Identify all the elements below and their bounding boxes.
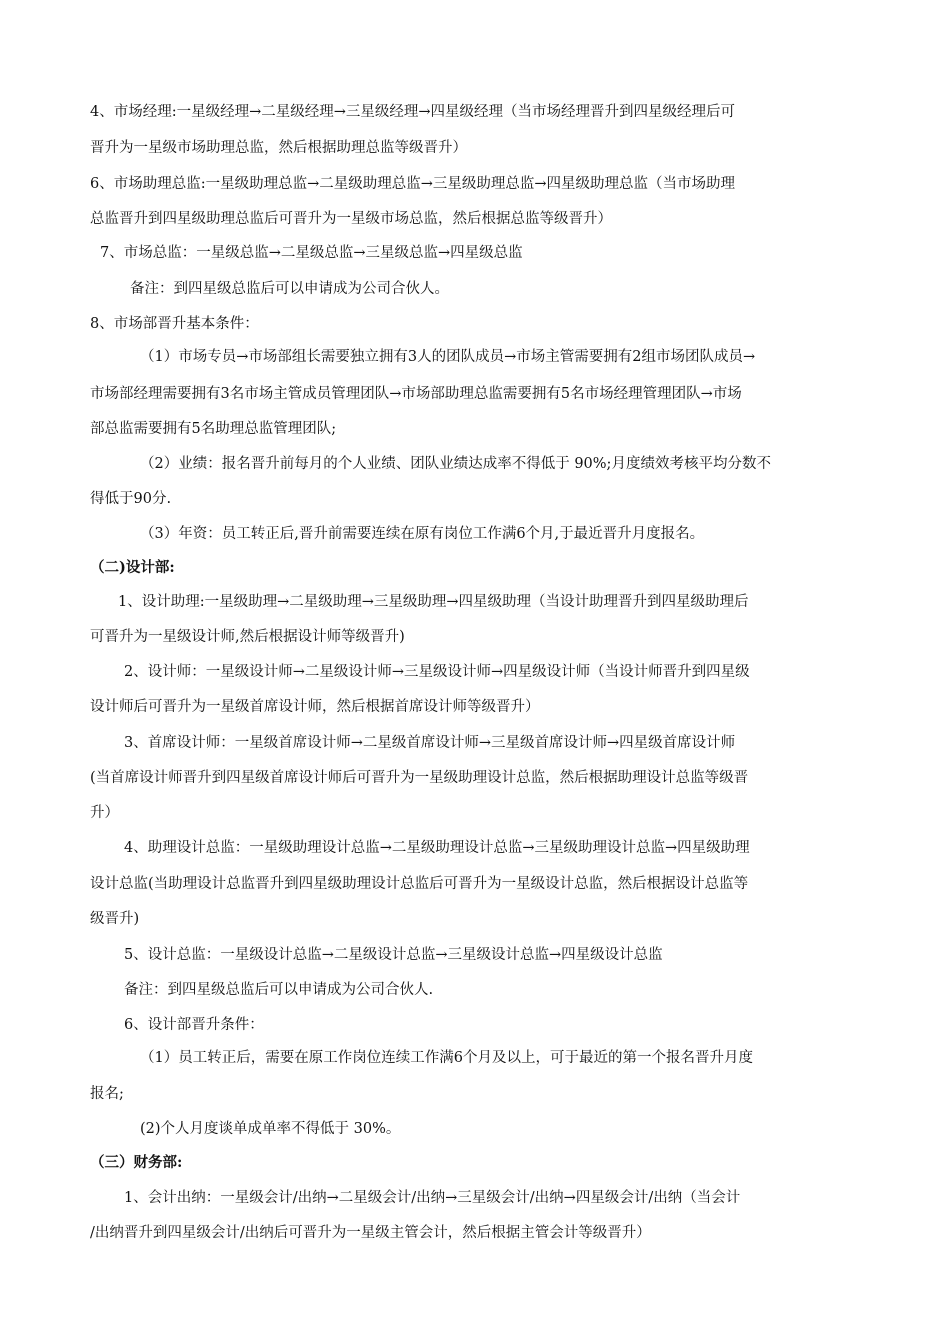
section-heading: （二)设计部: bbox=[90, 559, 175, 576]
text-line: (2)个人月度谈单成单率不得低于 30%。 bbox=[140, 1121, 401, 1137]
text-line: 2、设计师：一星级设计师→二星级设计师→三星级设计师→四星级设计师（当设计师晋升到四星级 bbox=[124, 664, 750, 680]
text-line: 设计总监(当助理设计总监晋升到四星级助理设计总监后可晋升为一星级设计总监，然后根据设计总监等 bbox=[90, 876, 749, 892]
text-line: 可晋升为一星级设计师,然后根据设计师等级晋升) bbox=[90, 629, 405, 645]
text-line: 1、会计出纳：一星级会计/出纳→二星级会计/出纳→三星级会计/出纳→四星级会计/出纳（当会计 bbox=[124, 1190, 741, 1206]
text-line: （1）员工转正后，需要在原工作岗位连续工作满6个月及以上，可于最近的第一个报名晋升月度 bbox=[140, 1050, 753, 1066]
note-line: 备注：到四星级总监后可以申请成为公司合伙人. bbox=[124, 982, 434, 998]
text-line: 1、设计助理:一星级助理→二星级助理→三星级助理→四星级助理（当设计助理晋升到四星级助理后 bbox=[118, 594, 749, 610]
note-line: 备注：到四星级总监后可以申请成为公司合伙人。 bbox=[130, 281, 449, 297]
text-line: （1）市场专员→市场部组长需要独立拥有3人的团队成员→市场主管需要拥有2组市场团队成员→ bbox=[140, 349, 756, 365]
text-line: 总监晋升到四星级助理总监后可晋升为一星级市场总监，然后根据总监等级晋升） bbox=[90, 211, 612, 227]
text-line: 报名; bbox=[90, 1086, 124, 1102]
text-line: 5、设计总监：一星级设计总监→二星级设计总监→三星级设计总监→四星级设计总监 bbox=[124, 947, 663, 963]
text-line: （3）年资：员工转正后,晋升前需要连续在原有岗位工作满6个月,于最近晋升月度报名。 bbox=[140, 526, 705, 542]
text-line: 7、市场总监：一星级总监→二星级总监→三星级总监→四星级总监 bbox=[100, 245, 523, 261]
text-line: (当首席设计师晋升到四星级首席设计师后可晋升为一星级助理设计总监，然后根据助理设计总监等级晋 bbox=[90, 770, 749, 786]
text-line: 8、市场部晋升基本条件： bbox=[90, 316, 259, 332]
text-line: 晋升为一星级市场助理总监，然后根据助理总监等级晋升） bbox=[90, 140, 467, 156]
text-line: 级晋升) bbox=[90, 911, 140, 927]
text-line: 得低于90分. bbox=[90, 491, 172, 507]
text-line: 6、设计部晋升条件： bbox=[124, 1017, 264, 1033]
section-heading: （三）财务部: bbox=[90, 1154, 183, 1171]
text-line: 升） bbox=[90, 805, 119, 821]
text-line: 4、助理设计总监：一星级助理设计总监→二星级助理设计总监→三星级助理设计总监→四星级助理 bbox=[124, 840, 750, 856]
text-line: 设计师后可晋升为一星级首席设计师，然后根据首席设计师等级晋升） bbox=[90, 699, 540, 715]
text-line: 6、市场助理总监:一星级助理总监→二星级助理总监→三星级助理总监→四星级助理总监（当市场助理 bbox=[90, 176, 736, 192]
text-line: 部总监需要拥有5名助理总监管理团队; bbox=[90, 421, 337, 437]
text-line: /出纳晋升到四星级会计/出纳后可晋升为一星级主管会计，然后根据主管会计等级晋升） bbox=[90, 1225, 651, 1241]
text-line: 3、首席设计师：一星级首席设计师→二星级首席设计师→三星级首席设计师→四星级首席设计师 bbox=[124, 735, 736, 751]
text-line: 市场部经理需要拥有3名市场主管成员管理团队→市场部助理总监需要拥有5名市场经理管理团队→市场 bbox=[90, 386, 742, 402]
text-line: （2）业绩：报名晋升前每月的个人业绩、团队业绩达成率不得低于 90%;月度绩效考核平均分数不 bbox=[140, 456, 771, 472]
text-line: 4、市场经理:一星级经理→二星级经理→三星级经理→四星级经理（当市场经理晋升到四星级经理后可 bbox=[90, 104, 736, 120]
